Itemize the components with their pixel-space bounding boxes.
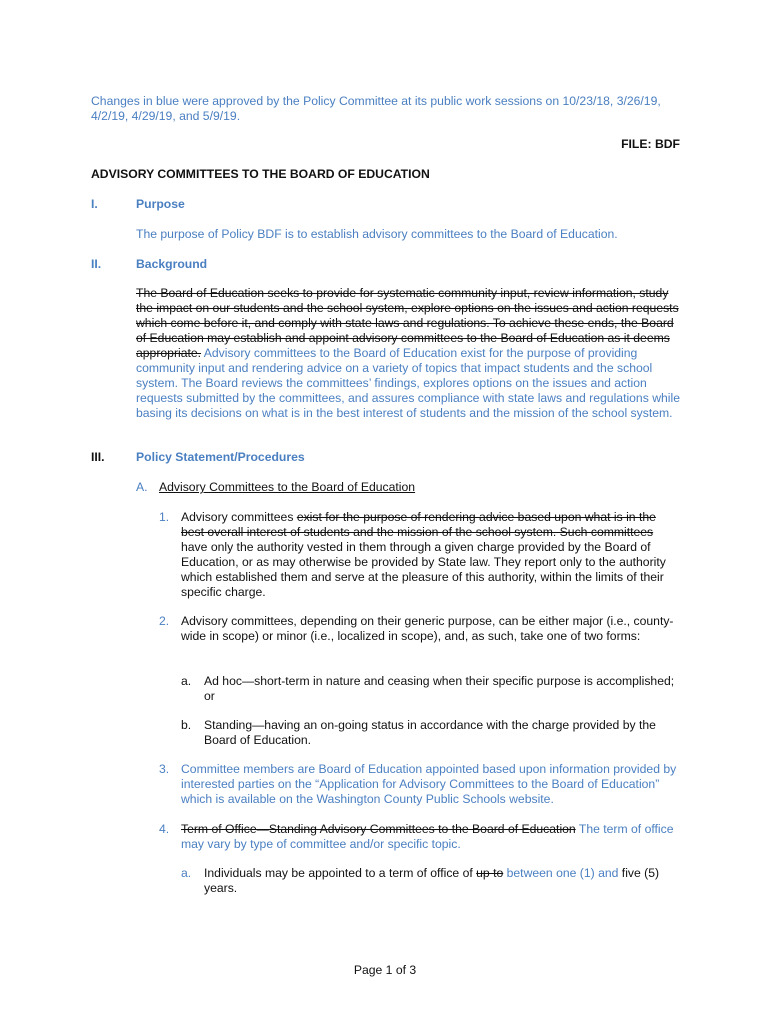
item-2-number: 2.	[159, 614, 170, 628]
item-3-number: 3.	[159, 762, 170, 776]
item-1-struck: exist for the purpose of rendering advice based upon what is in the best overall interest of students and the mission of the school system. Such committees	[181, 510, 656, 539]
section-numeral-background: II.	[91, 257, 102, 271]
item-2b-text: Standing—having an on-going status in accordance with the charge provided by the Board of Education.	[204, 718, 656, 747]
section-numeral-policy: III.	[91, 450, 105, 464]
item-4a-text	[204, 866, 681, 896]
item-4-number: 4.	[159, 822, 170, 836]
item-4a-added: between one (1) and	[503, 866, 619, 880]
section-heading-purpose: Purpose	[136, 197, 185, 211]
item-2a-text: Ad hoc—short-term in nature and ceasing when their specific purpose is accomplished; or	[204, 674, 675, 703]
item-1-text	[181, 510, 681, 600]
item-2-text: Advisory committees, depending on their generic purpose, can be either major (i.e., county-wide in scope) or minor (i.e., localized in scope), and, as such, take one of two forms:	[181, 614, 674, 643]
item-1-rest: have only the authority vested in them through a given charge provided by the Board of Education, or as may otherwise be provided by State law. They report only to the authority which established them and serve at the pleasure of this authority, within the limits of their specific charge.	[181, 540, 666, 599]
background-added-text: Advisory committees to the Board of Education exist for the purpose of providing community input and rendering advice on a variety of topics that impact students and the school system. The Board reviews the committees’ findings, explores options on the issues and action requests submitted by the committees, and assures compliance with state laws and regulations while basing its decisions on what is in the best interest of students and the mission of the school system.	[136, 346, 680, 420]
background-paragraph	[136, 286, 681, 421]
item-4a-label: a.	[181, 866, 192, 880]
purpose-text: The purpose of Policy BDF is to establish advisory committees to the Board of Education.	[136, 227, 618, 241]
item-4-text	[181, 822, 681, 852]
section-heading-background: Background	[136, 257, 208, 271]
change-note: Changes in blue were approved by the Policy Committee at its public work sessions on 10/23/18, 3/26/19, 4/2/19, 4/29/19, and 5/9/19.	[91, 94, 661, 123]
item-2a-label: a.	[181, 674, 192, 688]
background-struck-text: The Board of Education seeks to provide for systematic community input, review information, study the impact on our students and the school system, explore options on the issues and action requests which come before it, and comply with state laws and regulations. To achieve these ends, the Board of Education may establish and appoint advisory committees to the Board of Education as it deems appropriate.	[136, 286, 679, 360]
item-2b-label: b.	[181, 718, 192, 732]
item-3-text: Committee members are Board of Education appointed based upon information provided by interested parties on the “Application for Advisory Committees to the Board of Education” which is available on the Washington County Public Schools website.	[181, 762, 677, 806]
item-4-struck: Term of Office—Standing Advisory Committees to the Board of Education	[181, 822, 576, 836]
item-1-lead: Advisory committees	[181, 510, 297, 524]
document-title: ADVISORY COMMITTEES TO THE BOARD OF EDUCATION	[91, 167, 430, 181]
page-number: Page 1 of 3	[353, 963, 417, 977]
item-4a-lead: Individuals may be appointed to a term of office of	[204, 866, 477, 880]
item-4-added: The term of office may vary by type of committee and/or specific topic.	[181, 822, 674, 851]
item-1-number: 1.	[159, 510, 170, 524]
subsection-title: Advisory Committees to the Board of Education	[159, 480, 416, 494]
section-numeral-purpose: I.	[91, 197, 98, 211]
file-label: FILE: BDF	[621, 137, 680, 151]
item-4a-tail: five (5) years.	[204, 866, 660, 895]
item-4a-struck: up to	[476, 866, 504, 880]
section-heading-policy: Policy Statement/Procedures	[136, 450, 305, 464]
subsection-label: A.	[136, 480, 148, 494]
